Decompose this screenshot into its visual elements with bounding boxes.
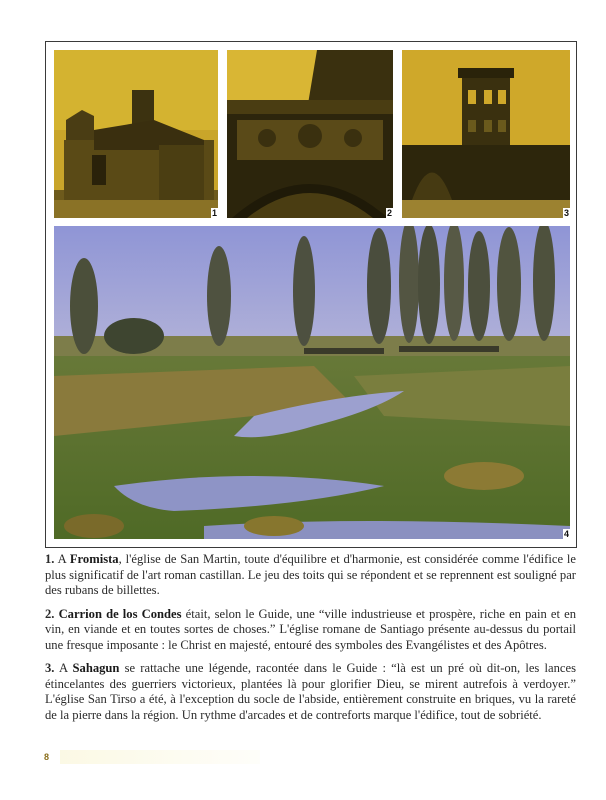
- caption-text: était, selon le Guide, une “ville industrieuse et prospère, riche en pain et en vin, en viande et en toutes sortes de choses.” L'église romane de Santiago présente au-dessus du portail une fresque imposante : le Christ en majesté, entouré des symboles des Evangélistes et des Apôtres.: [45, 606, 577, 652]
- caption-text: , l'église de San Martin, toute d'équilibre et d'harmonie, est considérée comme l'édifice le plus significatif de l'art roman castillan. Le jeu des toits qui se répondent et se reprennent est souligné par des rubans de billettes.: [45, 552, 576, 597]
- caption-2: [45, 607, 576, 654]
- photo-number-4: 4: [563, 529, 569, 539]
- photo-number-1: 1: [211, 208, 217, 218]
- caption-prefix: A: [58, 661, 73, 675]
- caption-place: Carrion de los Condes: [58, 606, 182, 621]
- captions: [45, 552, 576, 731]
- caption-place: Fromista: [69, 552, 119, 566]
- caption-number: 3.: [45, 661, 55, 675]
- decorative-stripe: [60, 750, 260, 764]
- page-number: 8: [44, 752, 50, 762]
- photo-landscape: [54, 226, 570, 539]
- caption-prefix: A: [57, 552, 70, 566]
- photo-number-3: 3: [563, 208, 569, 218]
- caption-3: [45, 661, 576, 723]
- caption-1: [45, 552, 576, 599]
- caption-place: Sahagun: [72, 661, 120, 675]
- photo-sahagun: [402, 50, 570, 218]
- photo-fromista: [54, 50, 218, 218]
- caption-text: se rattache une légende, racontée dans le Guide : “là est un pré où dit-on, les lances étincelantes des guerriers victorieux, plantées là pour glorifier Dieu, se mirent autrefois à verdoyer.” L'église San Tirso a été, à l'exception du socle de l'abside, entièrement construite en briques, vu la rareté de la pierre dans la région. Un rythme d'arcades et de contreforts marque l'édifice, tout de sobriété.: [45, 661, 576, 722]
- photo-carrion: [227, 50, 393, 218]
- photo-number-2: 2: [386, 208, 392, 218]
- caption-number: 1.: [45, 552, 55, 566]
- caption-number: 2.: [45, 606, 55, 621]
- photo-frame: [45, 41, 577, 548]
